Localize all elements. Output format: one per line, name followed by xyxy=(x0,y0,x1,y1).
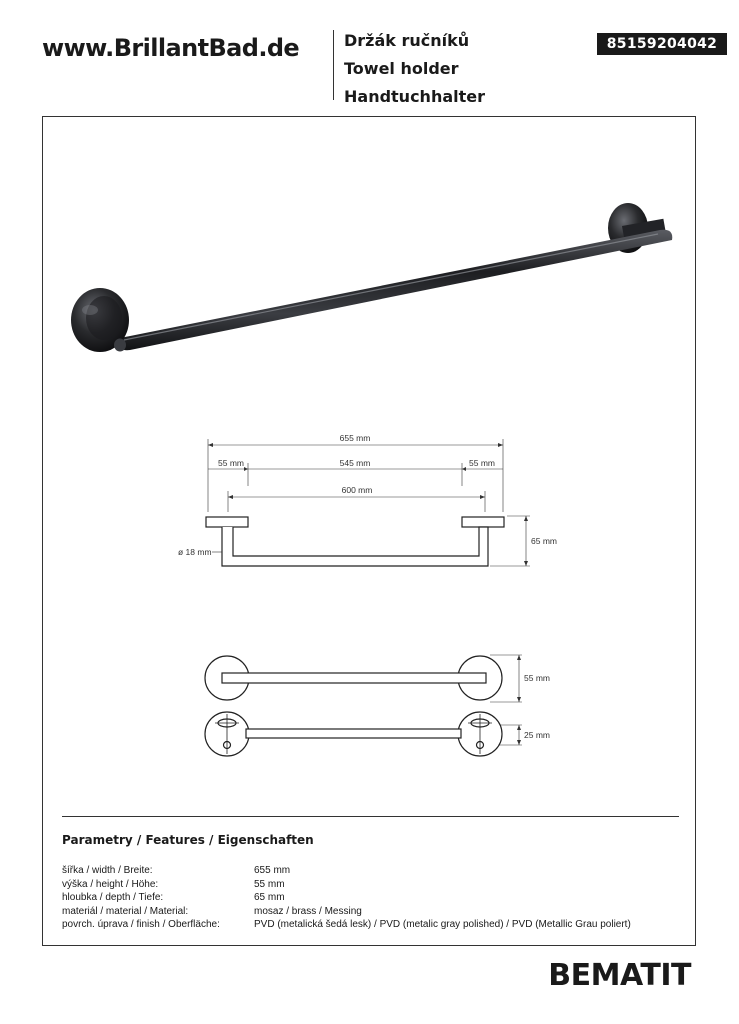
product-name-en: Towel holder xyxy=(344,59,459,78)
dim-rosette-offset: 25 mm xyxy=(524,730,550,740)
spec-value: 65 mm xyxy=(254,892,285,904)
dim-center-span: 545 mm xyxy=(339,458,371,468)
spec-value: PVD (metalická šedá lesk) / PVD (metalic gray polished) / PVD (Metallic Grau poliert) xyxy=(254,919,631,931)
dim-total-width: 655 mm xyxy=(339,433,371,443)
dim-right-offset: 55 mm xyxy=(469,458,495,468)
spec-label: hloubka / depth / Tiefe: xyxy=(62,892,164,904)
spec-label: výška / height / Höhe: xyxy=(62,878,159,890)
features-title: Parametry / Features / Eigenschaften xyxy=(62,833,314,847)
product-name-de: Handtuchhalter xyxy=(344,87,486,106)
spec-label: šířka / width / Breite: xyxy=(62,865,153,876)
spec-label: povrch. úprava / finish / Oberfläche: xyxy=(62,919,220,931)
spec-value: mosaz / brass / Messing xyxy=(254,905,362,917)
top-view xyxy=(205,656,502,700)
dim-bar-length: 600 mm xyxy=(341,485,373,495)
spec-value: 655 mm xyxy=(254,865,291,876)
dim-depth: 65 mm xyxy=(531,536,557,546)
spec-label: materiál / material / Material: xyxy=(62,905,189,917)
dim-left-offset: 55 mm xyxy=(218,458,244,468)
front-view xyxy=(205,712,502,756)
dim-rosette-diameter: 55 mm xyxy=(524,673,550,683)
website-url: www.BrillantBad.de xyxy=(42,34,300,62)
spec-value: 55 mm xyxy=(254,878,285,890)
product-code-badge: 85159204042 xyxy=(597,33,727,55)
brand-logo: BEMATIT xyxy=(548,958,691,993)
features-divider xyxy=(62,816,679,817)
side-view xyxy=(206,517,504,566)
product-name-cs: Držák ručníků xyxy=(344,31,470,50)
dim-bar-diameter: ø 18 mm xyxy=(178,547,212,557)
